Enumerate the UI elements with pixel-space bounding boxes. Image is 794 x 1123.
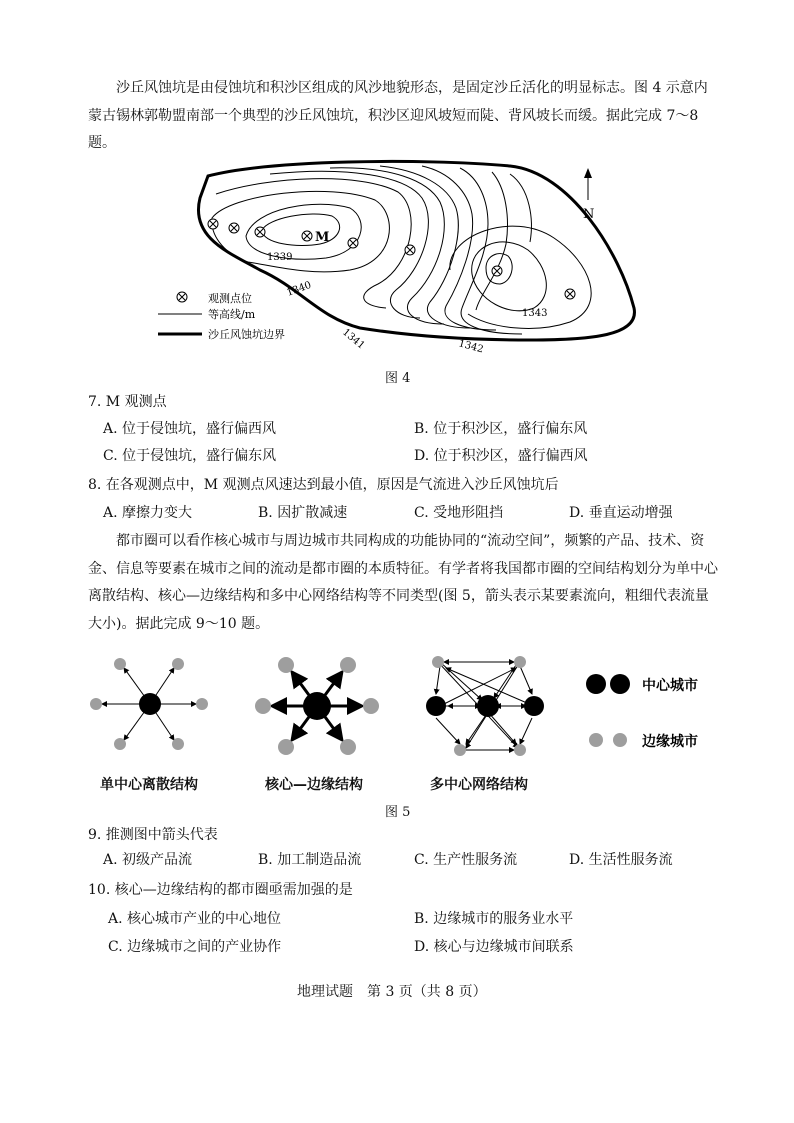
q10-option-d[interactable]: D. 核心与边缘城市间联系 (414, 939, 574, 955)
q7-stem: 7. M 观测点 (88, 394, 167, 410)
edge-city (514, 744, 526, 756)
observation-point (492, 266, 502, 276)
edge-city (172, 738, 184, 750)
legend-boundary-label: 沙丘风蚀坑边界 (208, 328, 285, 341)
observation-point (348, 238, 358, 248)
intro-paragraph-1: 沙丘风蚀坑是由侵蚀坑和积沙区组成的风沙地貌形态，是固定沙丘活化的明显标志。图 4 示意内蒙古锡林郭勒盟南部一个典型的沙丘风蚀坑，积沙区迎风坡短而陡、背风坡长而缓。据此完成 7～8 题。 (88, 80, 708, 151)
figure-4-caption: 图 4 (385, 371, 411, 386)
point-m-label: M (315, 230, 330, 245)
contour-label: 1340 (285, 279, 313, 299)
single-center-discrete-diagram (90, 658, 208, 750)
q8-option-b[interactable]: B. 因扩散减速 (258, 505, 348, 521)
q9-option-b[interactable]: B. 加工制造品流 (258, 852, 362, 868)
observation-point (405, 245, 415, 255)
edge-city (432, 656, 444, 668)
q8-option-c[interactable]: C. 受地形阻挡 (414, 505, 504, 521)
legend-core-icon (610, 674, 630, 694)
q10-option-b[interactable]: B. 边缘城市的服务业水平 (414, 911, 574, 927)
edge-city (90, 698, 102, 710)
edge-city (363, 698, 379, 714)
edge-city (454, 744, 466, 756)
structure-label-single: 单中心离散结构 (100, 777, 198, 793)
multi-center-network-diagram (426, 656, 544, 756)
contour-label: 1339 (267, 252, 293, 263)
legend-observation-icon (177, 292, 187, 302)
legend-core-label: 中心城市 (642, 678, 698, 694)
legend-observation-label: 观测点位 (208, 292, 252, 305)
q7-option-b[interactable]: B. 位于积沙区，盛行偏东风 (414, 421, 588, 437)
q8-option-a[interactable]: A. 摩擦力变大 (103, 505, 193, 521)
north-arrow-icon (584, 168, 592, 200)
north-label: N (583, 207, 595, 222)
edge-city (340, 657, 356, 673)
intro-paragraph-2: 都市圈可以看作核心城市与周边城市共同构成的功能协同的“流动空间”，频繁的产品、技术、资金、信息等要素在城市之间的流动是都市圈的本质特征。有学者将我国都市圈的空间结构划分为单中心离散结构、核心—边缘结构和多中心网络结构等不同类型(图 5，箭头表示某要素流向，粗细代表流量大小)。据此完成 9～10 题。 (88, 533, 718, 632)
legend-edge-icon (613, 733, 627, 747)
edge-city (255, 698, 271, 714)
q8-stem: 8. 在各观测点中，M 观测点风速达到最小值，原因是气流进入沙丘风蚀坑后 (88, 477, 559, 493)
contour-label: 1342 (457, 338, 485, 356)
core-city (426, 696, 446, 716)
q10-option-a[interactable]: A. 核心城市产业的中心地位 (108, 911, 282, 927)
edge-city (340, 739, 356, 755)
q7-option-d[interactable]: D. 位于积沙区，盛行偏西风 (414, 448, 588, 464)
core-city (139, 693, 161, 715)
legend-contour-label: 等高线/m (208, 308, 256, 321)
observation-point-m (302, 231, 312, 241)
figure-4-map (150, 158, 650, 378)
q9-option-c[interactable]: C. 生产性服务流 (414, 852, 518, 868)
edge-city (114, 738, 126, 750)
contour-label: 1341 (340, 326, 367, 352)
edge-city (278, 657, 294, 673)
q9-option-a[interactable]: A. 初级产品流 (103, 852, 193, 868)
q7-option-a[interactable]: A. 位于侵蚀坑，盛行偏西风 (103, 421, 277, 437)
structure-label-multi: 多中心网络结构 (430, 777, 528, 793)
observation-point (255, 227, 265, 237)
edge-city (196, 698, 208, 710)
legend-edge-label: 边缘城市 (642, 734, 698, 750)
core-city (524, 696, 544, 716)
edge-city (172, 658, 184, 670)
edge-city (278, 739, 294, 755)
legend-core-icon (586, 674, 606, 694)
observation-point (229, 223, 239, 233)
q9-option-d[interactable]: D. 生活性服务流 (569, 852, 673, 868)
legend-edge-icon (589, 733, 603, 747)
edge-city (514, 656, 526, 668)
q10-option-c[interactable]: C. 边缘城市之间的产业协作 (108, 939, 282, 955)
core-edge-diagram (255, 657, 379, 755)
observation-point (565, 289, 575, 299)
q8-option-d[interactable]: D. 垂直运动增强 (569, 505, 673, 521)
structure-label-core-edge: 核心—边缘结构 (265, 777, 363, 793)
contour-label: 1343 (522, 308, 548, 319)
figure-5-diagram (80, 648, 720, 768)
q9-stem: 9. 推测图中箭头代表 (88, 827, 218, 843)
edge-city (114, 658, 126, 670)
q10-stem: 10. 核心—边缘结构的都市圈亟需加强的是 (88, 882, 353, 898)
page-footer: 地理试题 第 3 页（共 8 页） (297, 984, 487, 1000)
core-city (477, 695, 499, 717)
core-city (303, 692, 331, 720)
observation-point (208, 219, 218, 229)
figure-5-caption: 图 5 (385, 805, 411, 820)
q7-option-c[interactable]: C. 位于侵蚀坑，盛行偏东风 (103, 448, 277, 464)
